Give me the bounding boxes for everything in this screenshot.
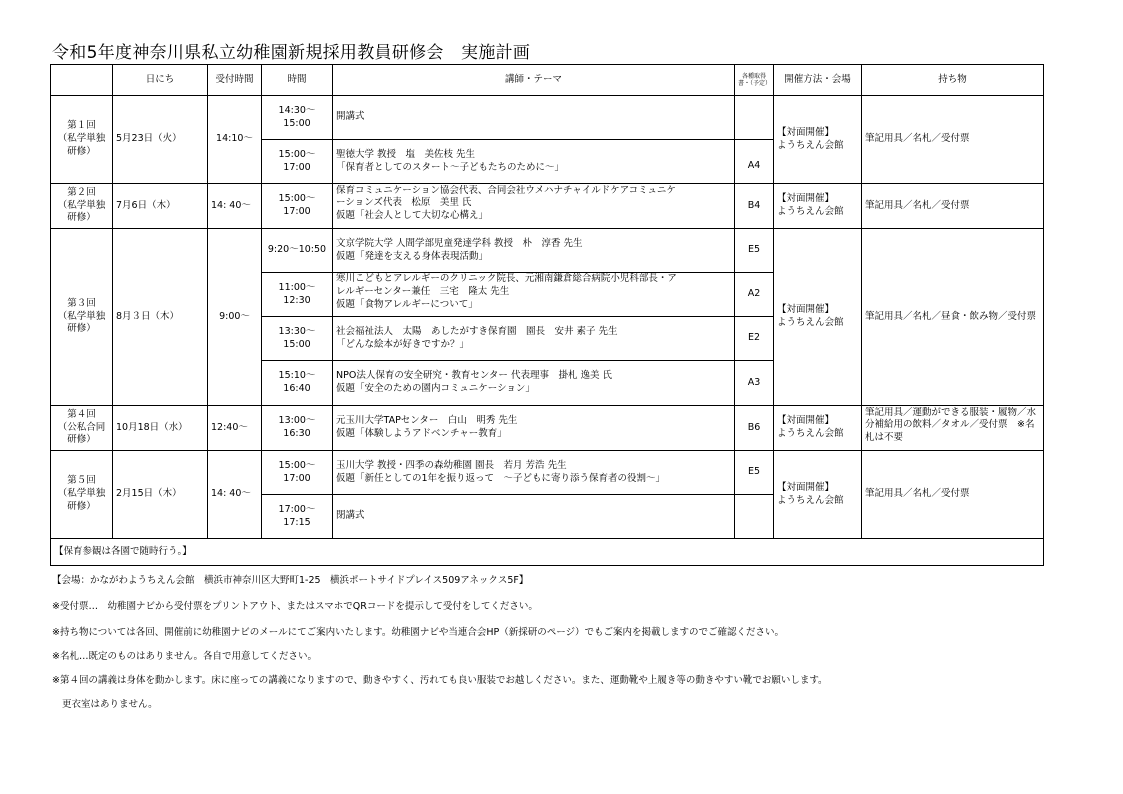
session-reception: 12:40～: [208, 406, 262, 451]
slot-lecturer: [333, 96, 735, 140]
round-type: （私学単独研修）: [57, 199, 106, 224]
slot-time: 17:00～17:15: [262, 495, 333, 539]
locker-note: 更衣室はありません。: [62, 699, 158, 710]
items-text: 筆記用具／運動ができる服装・履物／水分補給用の飲料／タオル／受付票 ※名札は不要: [865, 406, 1037, 444]
theme-line: 仮題「発達を支える身体表現活動」: [336, 250, 489, 262]
header-blank: [51, 65, 113, 96]
slot-code: A3: [735, 361, 774, 406]
round-label: 第４回: [67, 408, 96, 420]
session-reception: 14: 40～: [208, 451, 262, 539]
venue-mode: 【対面開催】: [777, 415, 835, 427]
lecturer-line: 文京学院大学 人間学部児童発達学科 教授 朴 淳香 先生: [336, 237, 583, 249]
venue-mode: 【対面開催】: [777, 304, 835, 316]
table-row: [51, 406, 1044, 451]
lecturer-line: 開講式: [336, 111, 365, 123]
nametag-note: ※名札…既定のものはありません。各自で用意してください。: [52, 651, 318, 662]
venue-mode: 【対面開催】: [777, 126, 835, 138]
observation-note: 【保育参観は各園で随時行う。】: [51, 539, 1044, 566]
lecturer-line: 保育コミュニケーション協会代表、合同会社ウメハナチャイルドケアコミュニケ: [336, 184, 676, 196]
slot-lecturer: [333, 229, 735, 273]
round-label: 第３回: [67, 297, 96, 309]
session-date: 5月23日（火）: [113, 96, 208, 184]
slot-lecturer: [333, 184, 735, 229]
theme-line: 仮題「安全のための園内コミュニケーション」: [336, 383, 535, 394]
session-venue: [774, 229, 862, 406]
session-reception: 14: 40～: [208, 184, 262, 229]
lecturer-line: 社会福祉法人 太陽 あしたがすき保育園 園長 安井 素子 先生: [336, 325, 618, 337]
slot-code: [735, 96, 774, 140]
round-type: （私学単独研修）: [57, 133, 106, 157]
slot-code: E5: [735, 229, 774, 273]
session-venue: [774, 406, 862, 451]
theme-line: 仮題「新任としての1年を振り返って ～子どもに寄り添う保育者の役割～」: [336, 472, 666, 484]
slot-time: 14:30～15:00: [262, 96, 333, 140]
venue-place: ようちえん会館: [777, 428, 844, 439]
session-date: 8月３日（木）: [113, 229, 208, 406]
slot-code: A4: [735, 140, 774, 184]
session-items: 筆記用具／名札／昼食・飲み物／受付票: [862, 229, 1044, 406]
header-items: 持ち物: [862, 65, 1044, 96]
session-items: 筆記用具／名札／受付票: [862, 96, 1044, 184]
session-venue: [774, 451, 862, 539]
session-venue: [774, 184, 862, 229]
header-attend: 各種取得書・（予定）: [735, 65, 774, 96]
belongings-note: ※持ち物については各回、開催前に幼稚園ナビのメールにてご案内いたします。幼稚園ナビや当連合会HP（新採研のページ）でもご案内を掲載しますのでご確認ください。: [52, 627, 785, 638]
session-reception: 9:00～: [208, 229, 262, 406]
slot-time: 11:00～12:30: [262, 273, 333, 317]
lecturer-line: 玉川大学 教授・四季の森幼稚園 園長 若月 芳浩 先生: [336, 459, 567, 471]
table-row: [51, 96, 1044, 140]
venue-place: ようちえん会館: [777, 494, 844, 506]
theme-line: 仮題「体験しようアドベンチャー教育」: [336, 428, 507, 439]
slot-lecturer: [333, 361, 735, 406]
session-reception: 14:10～: [208, 96, 262, 184]
session-items: 筆記用具／名札／受付票: [862, 451, 1044, 539]
venue-place: ようちえん会館: [777, 206, 844, 217]
slot-lecturer: [333, 495, 735, 539]
lecturer-line: ーションズ代表 松原 美里 氏: [336, 197, 472, 209]
slot-code: E5: [735, 451, 774, 495]
venue-mode: 【対面開催】: [777, 481, 835, 493]
session-venue: [774, 96, 862, 184]
venue-place: ようちえん会館: [777, 139, 844, 151]
observation-row: [51, 539, 1044, 566]
round-type: （私学単独研修）: [57, 488, 106, 512]
schedule-table: [50, 64, 1044, 566]
session-date: 10月18日（水）: [113, 406, 208, 451]
header-lecturer: 講師・テーマ: [333, 65, 735, 96]
table-row: [51, 184, 1044, 229]
slot-time: 15:00～17:00: [262, 451, 333, 495]
slot-code: E2: [735, 317, 774, 361]
header-venue: 開催方法・会場: [774, 65, 862, 96]
header-row: [51, 65, 1044, 96]
venue-place: ようちえん会館: [777, 317, 844, 328]
slot-time: 15:00～17:00: [262, 184, 333, 229]
reception-note: ※受付票… 幼稚園ナビから受付票をプリントアウト、またはスマホでQRコードを提示して受付をしてください。: [52, 601, 538, 612]
session-round-cell: [51, 229, 113, 406]
venue-mode: 【対面開催】: [777, 193, 835, 205]
table-row: [51, 451, 1044, 495]
lecturer-line: 聖徳大学 教授 塩 美佐枝 先生: [336, 148, 476, 160]
session-date: 2月15日（木）: [113, 451, 208, 539]
session-date: 7月6日（木）: [113, 184, 208, 229]
header-time: 時間: [262, 65, 333, 96]
theme-line: 「保育者としてのスタート～子どもたちのために～」: [336, 161, 565, 173]
session-round-cell: [51, 184, 113, 229]
slot-code: B4: [735, 184, 774, 229]
round-label: 第２回: [67, 186, 96, 198]
slot-code: A2: [735, 273, 774, 317]
lecturer-line: NPO法人保育の安全研究・教育センター 代表理事 掛札 逸美 氏: [336, 370, 612, 382]
slot-time: 15:00～17:00: [262, 140, 333, 184]
slot-time: 13:00～16:30: [262, 406, 333, 451]
slot-lecturer: [333, 406, 735, 451]
session-items: 筆記用具／名札／受付票: [862, 184, 1044, 229]
theme-line: 仮題「社会人として大切な心構え」: [336, 210, 489, 222]
lecturer-line: 閉講式: [336, 510, 365, 522]
round-type: （公私合同研修）: [57, 421, 106, 446]
round-label: 第１回: [67, 120, 96, 132]
slot-time: 13:30～15:00: [262, 317, 333, 361]
session-round-cell: [51, 96, 113, 184]
header-reception: 受付時間: [208, 65, 262, 96]
theme-line: 仮題「食物アレルギーについて」: [336, 298, 478, 310]
round-label: 第５回: [67, 475, 96, 487]
session-round-cell: [51, 406, 113, 451]
header-date: 日にち: [113, 65, 208, 96]
session-items: [862, 406, 1044, 451]
slot-lecturer: [333, 317, 735, 361]
round-type: （私学単独研修）: [57, 310, 106, 335]
slot-time: 9:20～10:50: [262, 229, 333, 273]
theme-line: 「どんな絵本が好きですか？」: [336, 338, 470, 350]
slot-lecturer: [333, 451, 735, 495]
slot-code: B6: [735, 406, 774, 451]
page-title: 令和5年度神奈川県私立幼稚園新規採用教員研修会 実施計画: [52, 43, 531, 63]
lecturer-line: 寒川こどもとアレルギーのクリニック院長、元湘南鎌倉総合病院小児科部長・ア: [336, 273, 677, 284]
lecturer-line: 元玉川大学TAPセンター 白山 明秀 先生: [336, 415, 518, 427]
clothing-note: ※第４回の講義は身体を動かします。床に座っての講義になりますので、動きやすく、汚れても良い服装でお越しください。また、運動靴や上履き等の動きやすい靴でお願いします。: [52, 675, 828, 686]
session-round-cell: [51, 451, 113, 539]
slot-lecturer: [333, 273, 735, 317]
slot-time: 15:10～16:40: [262, 361, 333, 406]
slot-code: [735, 495, 774, 539]
table-row: [51, 229, 1044, 273]
lecturer-line: レルギーセンター兼任 三宅 隆太 先生: [336, 285, 510, 297]
slot-lecturer: [333, 140, 735, 184]
venue-note: 【会場：かながわようちえん会館 横浜市神奈川区大野町1-25 横浜ポートサイドプレイス509アネックス5F】: [52, 575, 529, 586]
